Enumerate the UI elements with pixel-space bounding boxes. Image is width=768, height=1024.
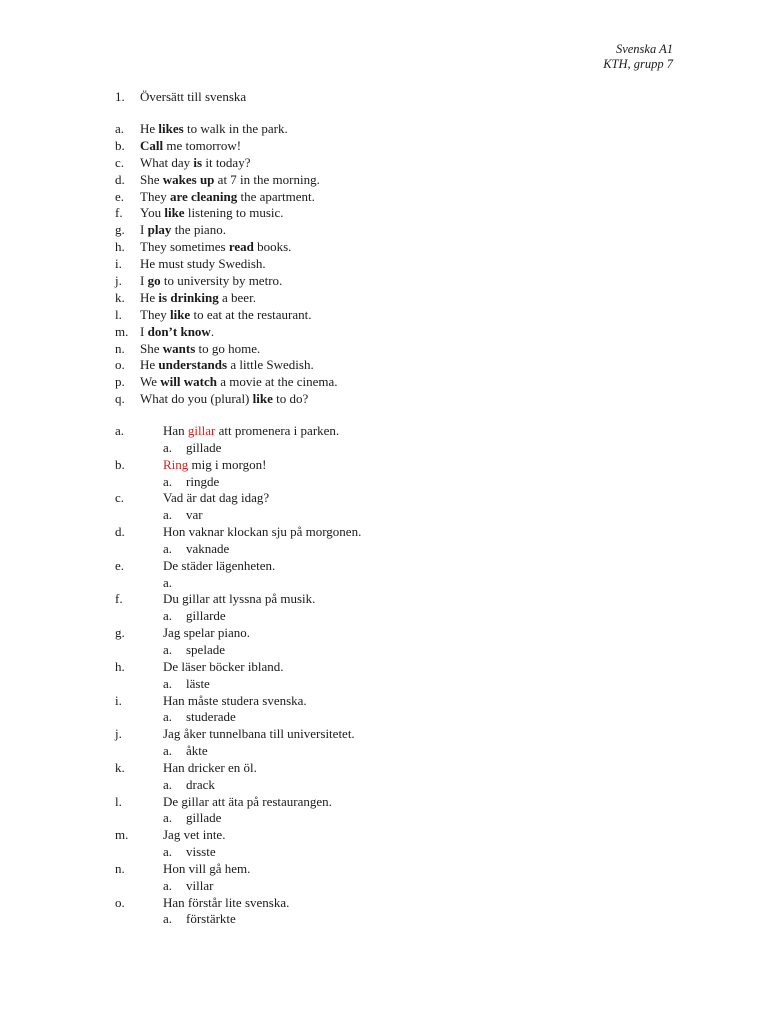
sentence-text: Han måste studera svenska. [163, 692, 307, 708]
swedish-sentence [115, 625, 361, 642]
sub-letter: a. [163, 675, 173, 691]
sentence-text: They [140, 188, 170, 204]
item-letter: b. [115, 456, 125, 472]
sentence-text: Han förstår lite svenska. [163, 894, 290, 910]
english-sentence [115, 155, 338, 172]
sentence-text: He [140, 357, 159, 373]
swedish-item [115, 591, 361, 625]
past-tense-answer [115, 541, 361, 558]
sentence-text: He must study Swedish. [140, 256, 266, 272]
sub-letter: a. [163, 641, 173, 657]
sentence-text: Vad är dat dag idag? [163, 490, 270, 506]
past-tense-word: läste [186, 675, 210, 691]
english-sentence [115, 391, 338, 408]
highlighted-verb: likes [158, 121, 184, 136]
item-letter: m. [115, 323, 129, 339]
sub-letter: a. [163, 574, 173, 590]
past-tense-answer [115, 777, 361, 794]
sub-letter: a. [163, 608, 173, 624]
sentence-text-end: listening to music. [184, 205, 284, 221]
past-tense-answer [115, 676, 361, 693]
english-sentence [115, 324, 338, 341]
highlighted-verb: like [169, 306, 191, 322]
past-tense-answer [115, 642, 361, 659]
sentence-text: She [140, 340, 163, 356]
highlighted-verb: don’t know [147, 323, 211, 339]
item-letter: n. [115, 340, 125, 356]
past-tense-word: spelade [186, 641, 225, 657]
swedish-sentence [115, 490, 361, 507]
swedish-sentence [115, 726, 361, 743]
highlighted-verb: is [193, 154, 203, 170]
sentence-text: Han [163, 423, 188, 438]
past-tense-word: åkte [186, 743, 208, 759]
sub-letter: a. [163, 507, 173, 523]
english-sentence [115, 239, 338, 256]
sentence-text-end: att promenera i parken. [215, 423, 340, 438]
swedish-item [115, 490, 361, 524]
item-letter: g. [115, 625, 125, 641]
sub-letter: a. [163, 877, 173, 893]
item-letter: c. [115, 154, 125, 170]
item-letter: e. [115, 188, 125, 204]
english-sentence [115, 121, 338, 138]
highlighted-word: Ring [163, 456, 189, 472]
sub-letter: a. [163, 439, 173, 455]
sentence-text: De städer lägenheten. [163, 557, 276, 573]
english-sentence [115, 341, 338, 358]
item-letter: k. [115, 289, 125, 305]
sentence-text: De läser böcker ibland. [163, 658, 284, 674]
past-tense-word: villar [186, 877, 214, 893]
item-letter: n. [115, 860, 125, 876]
item-letter: l. [115, 793, 122, 809]
past-tense-word: gillarde [186, 608, 226, 624]
sentence-text-end: a movie at the cinema. [216, 374, 338, 390]
sentence-text: Jag åker tunnelbana till universitetet. [163, 726, 355, 742]
sentence-text: She [140, 171, 163, 187]
item-letter: m. [115, 827, 129, 843]
english-sentence [115, 172, 338, 189]
item-letter: c. [115, 490, 125, 506]
highlighted-verb: wants [162, 340, 196, 356]
swedish-sentence [115, 558, 361, 575]
sentence-text-end: it today? [202, 154, 251, 170]
swedish-item [115, 524, 361, 558]
highlighted-verb: will watch [160, 374, 217, 390]
swedish-sentence [115, 693, 361, 710]
sentence-text: He [140, 121, 159, 136]
english-sentence [115, 138, 338, 155]
swedish-sentence [115, 827, 361, 844]
sentence-text: What do you (plural) [140, 391, 253, 407]
document-header [603, 42, 673, 72]
sentence-text: Jag vet inte. [163, 827, 226, 843]
sentence-text: Hon vill gå hem. [163, 860, 251, 876]
item-letter: f. [115, 591, 123, 607]
highlighted-verb: is drinking [158, 289, 219, 305]
swedish-translation-list [115, 423, 361, 928]
swedish-sentence [115, 591, 361, 608]
item-letter: d. [115, 171, 125, 187]
sentence-text-end: the apartment. [237, 188, 315, 204]
swedish-sentence [115, 659, 361, 676]
past-tense-word: vaknade [186, 540, 230, 556]
sub-letter: a. [163, 473, 173, 489]
english-sentence [115, 189, 338, 206]
item-letter: j. [115, 726, 122, 742]
past-tense-word: drack [186, 776, 215, 792]
english-sentence [115, 307, 338, 324]
english-sentence-list [115, 121, 338, 408]
sentence-text-end: mig i morgon! [188, 456, 267, 472]
past-tense-answer [115, 911, 361, 928]
sentence-text: Jag spelar piano. [163, 625, 251, 641]
highlighted-word: gillar [187, 423, 216, 438]
item-letter: f. [115, 205, 123, 221]
sentence-text: They sometimes [140, 239, 229, 255]
english-sentence [115, 374, 338, 391]
highlighted-verb: read [228, 239, 254, 255]
past-tense-word: ringde [186, 473, 220, 489]
past-tense-answer [115, 878, 361, 895]
sentence-text-end: the piano. [171, 222, 226, 238]
highlighted-verb: wakes up [162, 171, 215, 187]
english-sentence [115, 357, 338, 374]
task-heading [115, 88, 246, 105]
past-tense-answer [115, 743, 361, 760]
item-letter: i. [115, 256, 122, 272]
swedish-item [115, 827, 361, 861]
past-tense-answer [115, 575, 361, 592]
item-letter: e. [115, 557, 125, 573]
past-tense-word: gillade [186, 439, 222, 455]
english-sentence [115, 273, 338, 290]
item-letter: d. [115, 524, 125, 540]
swedish-item [115, 861, 361, 895]
swedish-sentence [115, 524, 361, 541]
highlighted-verb: like [252, 391, 273, 407]
sentence-text-end: to do? [272, 391, 309, 407]
item-letter: i. [115, 692, 122, 708]
sentence-text: De gillar att äta på restaurangen. [163, 793, 332, 809]
sentence-text-end: to walk in the park. [183, 121, 288, 136]
swedish-sentence [115, 760, 361, 777]
swedish-item [115, 693, 361, 727]
swedish-sentence [115, 423, 361, 440]
swedish-item [115, 625, 361, 659]
highlighted-verb: go [147, 273, 161, 289]
sentence-text: We [140, 374, 161, 390]
sentence-text: I [140, 273, 148, 289]
past-tense-word: studerade [186, 709, 236, 725]
past-tense-answer [115, 810, 361, 827]
sentence-text: I [140, 222, 148, 238]
item-letter: h. [115, 239, 125, 255]
item-letter: h. [115, 658, 125, 674]
sentence-text-end: at 7 in the morning. [214, 171, 320, 187]
highlighted-verb: like [164, 205, 185, 221]
sub-letter: a. [163, 540, 173, 556]
sub-letter: a. [163, 776, 173, 792]
past-tense-word: var [186, 507, 203, 523]
past-tense-word: gillade [186, 810, 222, 826]
swedish-item [115, 457, 361, 491]
swedish-item [115, 794, 361, 828]
english-sentence [115, 290, 338, 307]
highlighted-verb: understands [158, 357, 228, 373]
past-tense-answer [115, 474, 361, 491]
past-tense-answer [115, 608, 361, 625]
sentence-text: They [140, 306, 170, 322]
task-title: Översätt till svenska [140, 89, 247, 104]
sentence-text-end: a beer. [218, 289, 256, 305]
highlighted-verb: are cleaning [169, 188, 238, 204]
sentence-text: Hon vaknar klockan sju på morgonen. [163, 524, 362, 540]
swedish-item [115, 659, 361, 693]
swedish-sentence [115, 457, 361, 474]
item-letter: k. [115, 759, 125, 775]
highlighted-verb: Call [140, 137, 164, 153]
sentence-text: He [140, 289, 159, 305]
swedish-sentence [115, 861, 361, 878]
swedish-item [115, 760, 361, 794]
sentence-text: What day [140, 154, 194, 170]
swedish-item [115, 558, 361, 592]
sub-letter: a. [163, 810, 173, 826]
item-letter: g. [115, 222, 125, 238]
past-tense-word: visste [186, 844, 216, 860]
group-name: KTH, grupp 7 [603, 57, 673, 71]
past-tense-answer [115, 440, 361, 457]
item-letter: o. [115, 357, 125, 373]
item-letter: p. [115, 374, 125, 390]
item-letter: b. [115, 137, 125, 153]
item-letter: o. [115, 894, 125, 910]
sentence-text: You [140, 205, 165, 221]
swedish-sentence [115, 895, 361, 912]
sentence-text: I [140, 323, 148, 339]
item-letter: a. [115, 121, 125, 136]
item-letter: a. [115, 423, 125, 438]
past-tense-answer [115, 844, 361, 861]
sentence-text-end: books. [253, 239, 292, 255]
item-letter: j. [115, 273, 122, 289]
sub-letter: a. [163, 844, 173, 860]
swedish-item [115, 423, 361, 457]
past-tense-answer [115, 507, 361, 524]
sub-letter: a. [163, 709, 173, 725]
sentence-text-end: to university by metro. [160, 273, 283, 289]
task-number: 1. [115, 89, 125, 104]
past-tense-answer [115, 709, 361, 726]
english-sentence [115, 205, 338, 222]
english-sentence [115, 256, 338, 273]
sentence-text-end: to go home. [195, 340, 261, 356]
sentence-text: Han dricker en öl. [163, 759, 257, 775]
past-tense-word: förstärkte [186, 911, 236, 927]
sub-letter: a. [163, 743, 173, 759]
english-sentence [115, 222, 338, 239]
sentence-text-end: a little Swedish. [227, 357, 314, 373]
sentence-text-end: me tomorrow! [163, 137, 242, 153]
course-name: Svenska A1 [615, 42, 673, 56]
swedish-item [115, 895, 361, 929]
sentence-text: Du gillar att lyssna på musik. [163, 591, 316, 607]
swedish-sentence [115, 794, 361, 811]
sentence-text-end: to eat at the restaurant. [190, 306, 312, 322]
sentence-text-end: . [210, 323, 215, 339]
highlighted-verb: play [147, 222, 172, 238]
sub-letter: a. [163, 911, 173, 927]
item-letter: q. [115, 391, 125, 407]
swedish-item [115, 726, 361, 760]
item-letter: l. [115, 306, 122, 322]
